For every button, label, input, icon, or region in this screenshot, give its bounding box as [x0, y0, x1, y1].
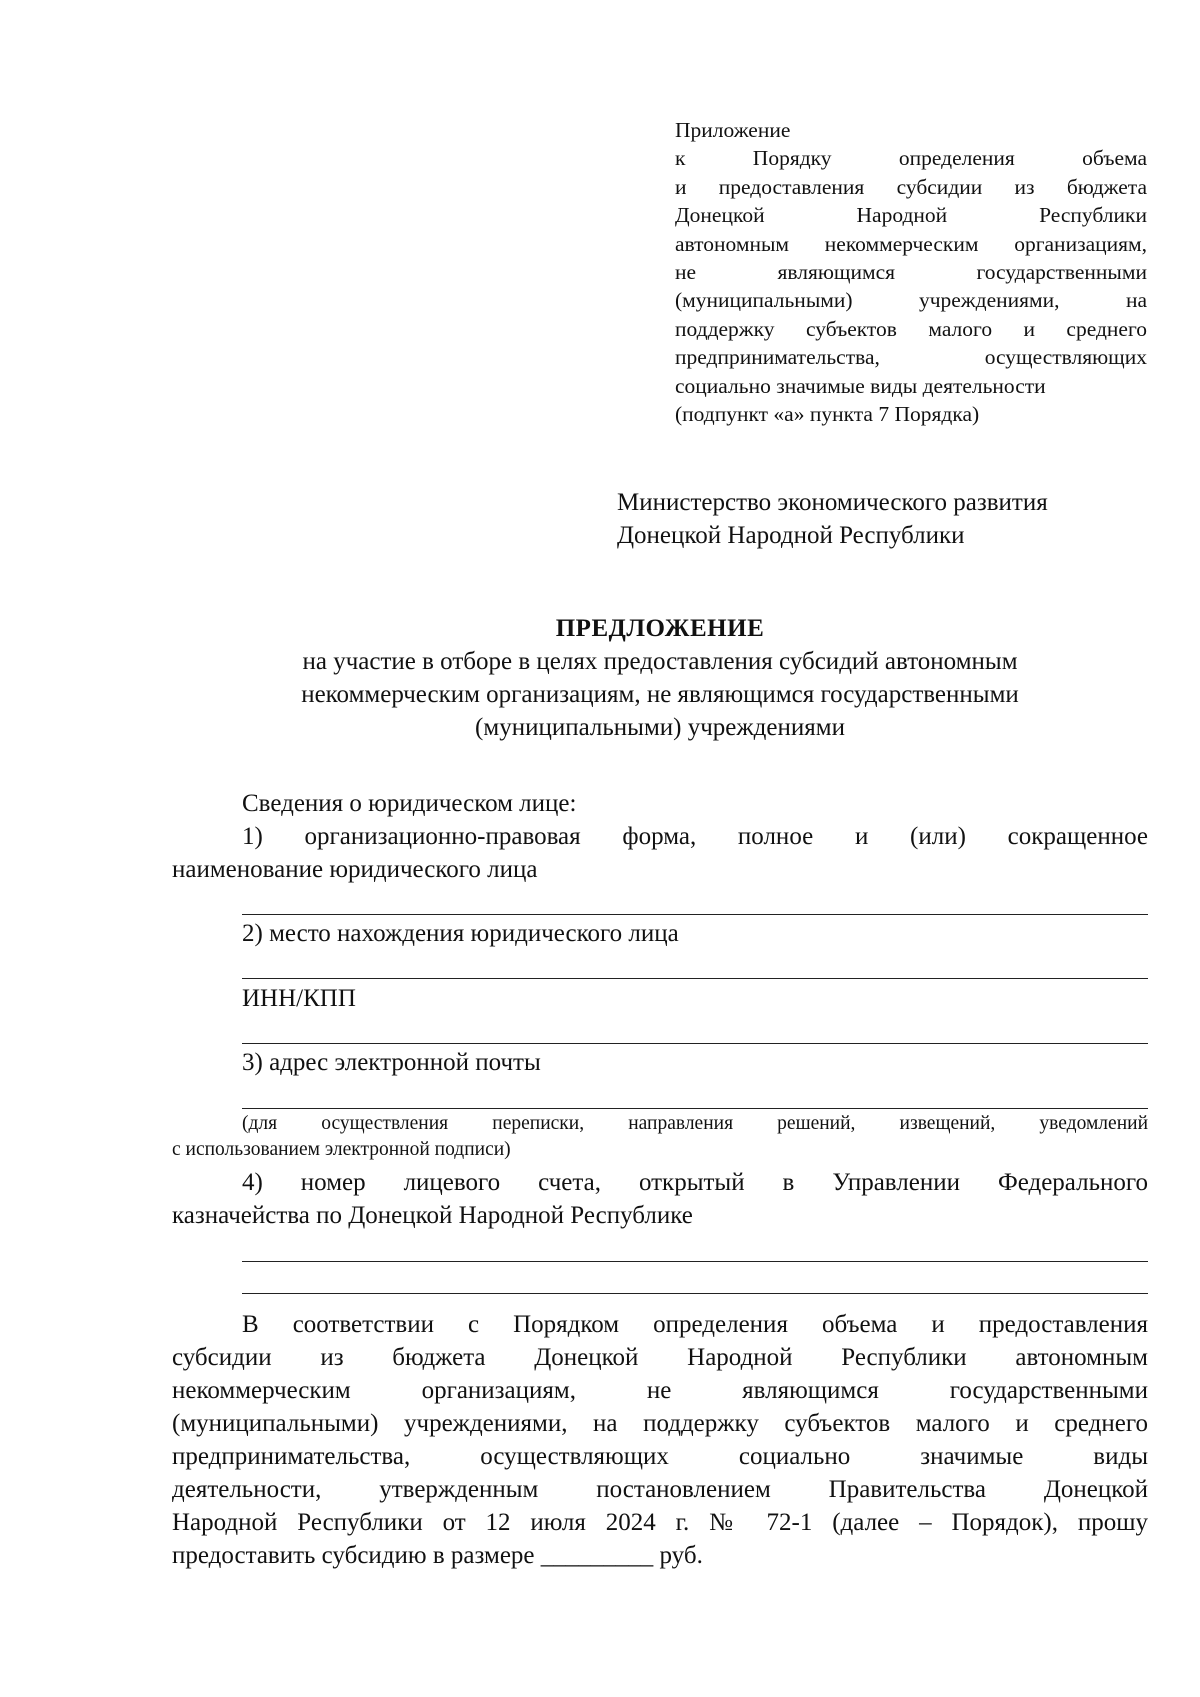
body-line: субсидии из бюджета Донецкой Народной Республики автономным: [172, 1344, 1148, 1371]
body-line: некоммерческим организациям, не являющимся государственными: [172, 1377, 1148, 1404]
email-note-line-2: с использованием электронной подписи): [172, 1139, 511, 1160]
info-inn-label: ИНН/КПП: [242, 985, 356, 1012]
body-line: деятельности, утвержденным постановлением Правительства Донецкой: [172, 1476, 1148, 1503]
body-line: предпринимательства, осуществляющих социально значимые виды: [172, 1443, 1148, 1470]
appendix-block: [675, 116, 1147, 428]
fill-line-account-2[interactable]: [242, 1293, 1148, 1294]
fill-line-location[interactable]: [242, 978, 1148, 979]
info-item-3: 3) адрес электронной почты: [242, 1049, 541, 1076]
document-subtitle-line: некоммерческим организациям, не являющимся государственными: [301, 681, 1019, 708]
appendix-title: Приложение: [675, 118, 791, 142]
info-item-4-line-1: 4) номер лицевого счета, открытый в Управлении Федерального: [242, 1169, 1148, 1196]
appendix-line: (подпункт «а» пункта 7 Порядка): [675, 402, 980, 427]
info-item-4-line-2: казначейства по Донецкой Народной Республике: [172, 1202, 693, 1229]
fill-line-account-1[interactable]: [242, 1261, 1148, 1262]
info-item-1-line-2: наименование юридического лица: [172, 856, 538, 883]
body-line: В соответствии с Порядком определения объема и предоставления: [242, 1311, 1148, 1338]
appendix-line: Донецкой Народной Республики: [675, 203, 1147, 228]
document-title: ПРЕДЛОЖЕНИЕ: [555, 615, 765, 642]
info-intro: Сведения о юридическом лице:: [242, 790, 577, 817]
appendix-line: (муниципальными) учреждениями, на: [675, 288, 1147, 313]
appendix-line: не являющимся государственными: [675, 260, 1147, 285]
body-line: Народной Республики от 12 июля 2024 г. № 72-1 (далее – Порядок), прошу: [172, 1509, 1148, 1536]
document-subtitle-line: на участие в отборе в целях предоставления субсидий автономным: [302, 648, 1018, 675]
appendix-line: автономным некоммерческим организациям,: [675, 231, 1147, 256]
fill-line-inn-kpp[interactable]: [242, 1043, 1148, 1044]
info-item-1-line-1: 1) организационно-правовая форма, полное и (или) сокращенное: [242, 823, 1148, 850]
recipient-block: [617, 486, 1157, 552]
appendix-line: и предоставления субсидии из бюджета: [675, 174, 1147, 199]
appendix-line: к Порядку определения объема: [675, 146, 1147, 171]
fill-line-org-name[interactable]: [242, 914, 1148, 915]
fill-line-email[interactable]: [242, 1108, 1148, 1109]
appendix-line: предпринимательства, осуществляющих: [675, 345, 1147, 370]
body-line: (муниципальными) учреждениями, на поддержку субъектов малого и среднего: [172, 1410, 1148, 1437]
info-item-2: 2) место нахождения юридического лица: [242, 920, 679, 947]
document-subtitle-line: (муниципальными) учреждениями: [475, 714, 845, 741]
recipient-line: Министерство экономического развития: [617, 489, 1048, 516]
recipient-line: Донецкой Народной Республики: [617, 522, 965, 549]
email-note-line-1: (для осуществления переписки, направления решений, извещений, уведомлений: [242, 1113, 1148, 1134]
body-last-line: предоставить субсидию в размере _________ руб.: [172, 1542, 703, 1569]
appendix-line: поддержку субъектов малого и среднего: [675, 316, 1147, 341]
appendix-line: социально значимые виды деятельности: [675, 373, 1046, 398]
